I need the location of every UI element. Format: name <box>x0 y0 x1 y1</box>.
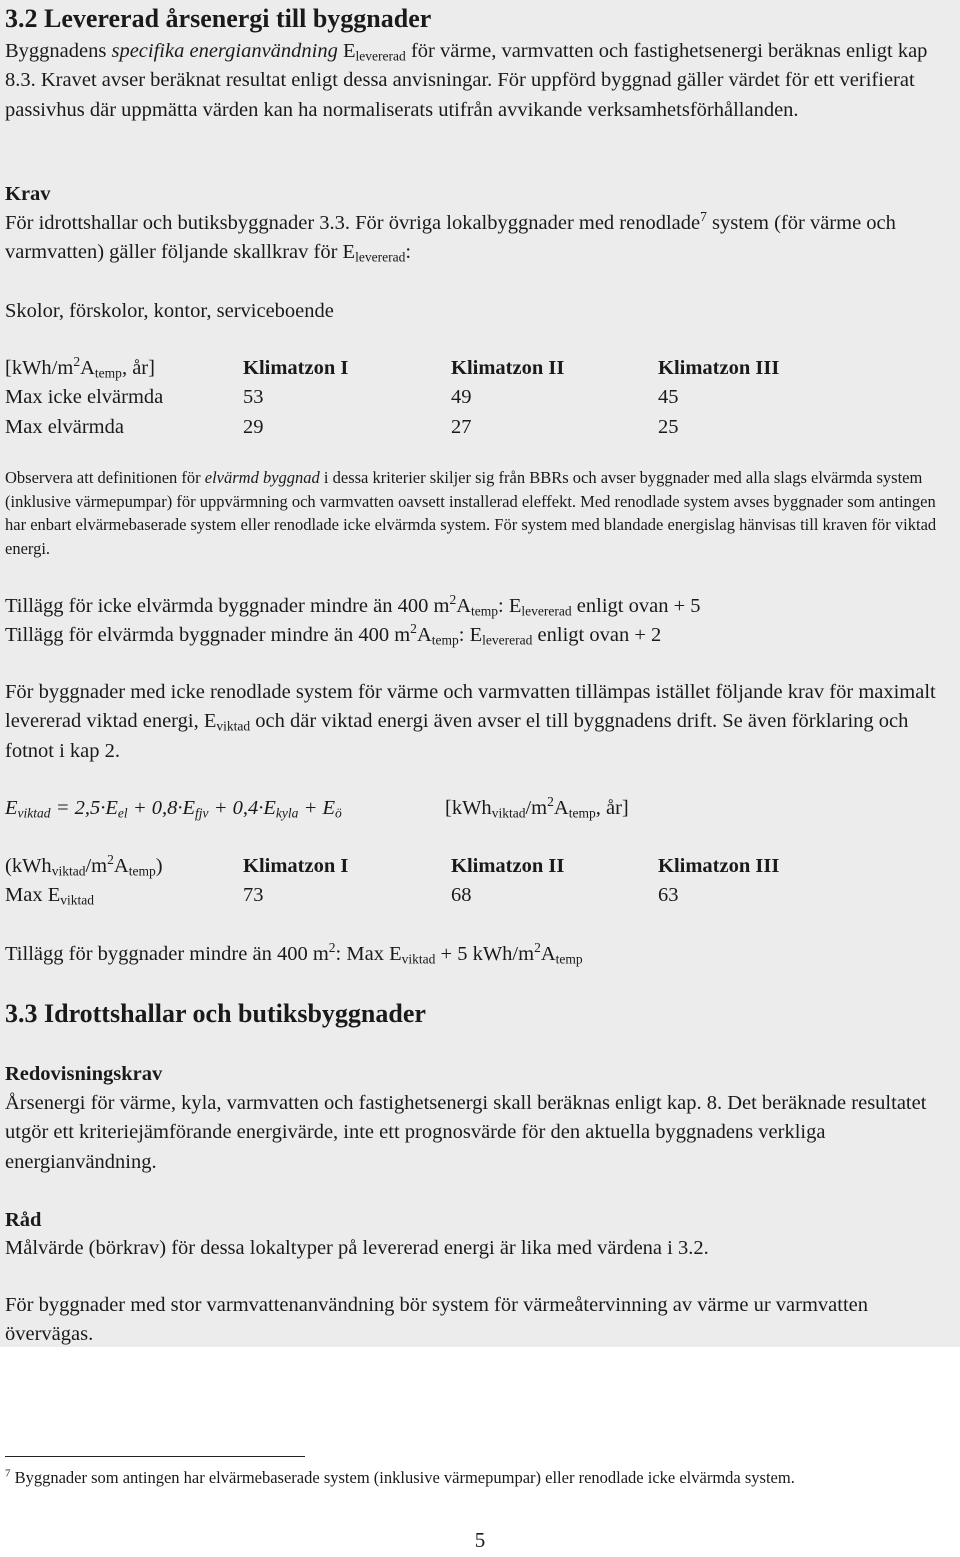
column-header-zone-2: Klimatzon II <box>451 357 565 379</box>
column-header-zone-1: Klimatzon I <box>243 855 349 877</box>
column-header-zone-2: Klimatzon II <box>451 855 565 877</box>
requirements-table <box>5 354 950 442</box>
table-row <box>5 383 950 412</box>
mixed-systems-paragraph: För byggnader med icke renodlade system för värme och varmvatten tillämpas istället följande krav för maximalt levererad viktad energi, $E_{viktad}$ och där viktad energi även avser el till byggnadens drift. Se även förklaring och fotnot i kap 2. <box>5 681 936 762</box>
formula-expression: $E_{viktad} = 2,5\cdot E_{el} + 0,8\cdot E_{fjv} + 0,4\cdot E_{kyla} + E_ö$ <box>5 797 342 821</box>
unit-cell: $(kWh_{viktad}/m^2A_{temp})$ <box>5 851 163 879</box>
footnote-divider <box>5 1456 305 1457</box>
table-cell: 25 <box>658 415 679 438</box>
supplement-electric: Tillägg för elvärmda byggnader mindre än 400 $m^2A_{temp}$: $E_{levererad}$ enligt ovan + 2 <box>5 620 662 648</box>
definition-note: Observera att definitionen för elvärmd byggnad i dessa kriterier skiljer sig från BBRs och avser byggnader med alla slags elvärmda system (inklusive värmepumpar) för uppvärmning och varmvatten oavsett installerad eleffekt. Med renodlade system avses byggnader som antingen har enbart elvärmebaserade system eller renodlade icke elvärmda system. För system med blandade energislag hänvisas till kraven för viktad energi. <box>5 468 937 558</box>
table-cell: 73 <box>243 884 264 907</box>
section-heading-3-3: 3.3 Idrottshallar och butiksbyggnader <box>5 999 426 1028</box>
table-row <box>5 413 950 442</box>
table-header-row <box>5 852 950 881</box>
category-heading: Skolor, förskolor, kontor, serviceboende <box>5 300 334 322</box>
table-cell: 29 <box>243 415 264 438</box>
krav-heading: Krav <box>5 183 51 205</box>
table-row <box>5 881 950 910</box>
section-heading-3-2: 3.2 Levererad årsenergi till byggnader <box>5 4 432 33</box>
row-label: Max $E_{viktad}$ <box>5 884 95 908</box>
supplement-weighted: Tillägg för byggnader mindre än 400 $m^2$: Max $E_{viktad} + 5$ kWh/$m^2A_{temp}$ <box>5 939 583 967</box>
table-header-row <box>5 354 950 383</box>
table-cell: 63 <box>658 884 679 907</box>
rad-paragraph: Målvärde (börkrav) för dessa lokaltyper på levererad energi är lika med värdena i 3.2. <box>5 1237 709 1259</box>
column-header-zone-1: Klimatzon I <box>243 357 349 379</box>
footnote-mark: 7 <box>5 1467 11 1480</box>
formula-unit: [$kWh_{viktad}/m^2A_{temp}$, år] <box>445 793 629 821</box>
footnote-ref: 7 <box>700 208 707 224</box>
table-cell: 45 <box>658 386 679 409</box>
table-cell: 68 <box>451 884 472 907</box>
krav-paragraph: För idrottshallar och butiksbyggnader 3.3. För övriga lokalbyggnader med renodlade$^7$ system (för värme och varmvatten) gäller följande skallkrav för $E_{levererad}$: <box>5 208 896 265</box>
supplement-non-electric: Tillägg för icke elvärmda byggnader mindre än 400 $m^2A_{temp}$: $E_{levererad}$ enligt ovan + 5 <box>5 591 701 619</box>
table-cell: 27 <box>451 415 472 438</box>
column-header-zone-3: Klimatzon III <box>658 855 780 877</box>
rad-paragraph-2: För byggnader med stor varmvattenanvändning bör system för värmeåtervinning av värme ur varmvatten övervägas. <box>5 1294 869 1346</box>
page-number: 5 <box>474 1528 486 1552</box>
table-cell: 49 <box>451 386 472 409</box>
row-label: Max icke elvärmda <box>5 386 164 409</box>
weighted-energy-table <box>5 852 950 911</box>
column-header-zone-3: Klimatzon III <box>658 357 780 379</box>
unit-cell: [$kWh/m^2A_{temp}$, år] <box>5 353 155 381</box>
weighted-energy-formula <box>5 794 950 823</box>
redovisning-paragraph: Årsenergi för värme, kyla, varmvatten och fastighetsenergi skall beräknas enligt kap. 8. Det beräknade resultatet utgör ett kriteriejämförande energivärde, inte ett prognosvärde för den aktuella byggnadens verkliga energianvändning. <box>5 1092 927 1173</box>
rad-heading: Råd <box>5 1209 42 1231</box>
intro-paragraph: Byggnadens specifika energianvändning $E_{levererad}$ för värme, varmvatten och fastighetsenergi beräknas enligt kap 8.3. Kravet avser beräknat resultat enligt dessa anvisningar. För uppförd byggnad gäller värdet för ett verifierat passivhus där uppmätta värden kan ha normaliserats utifrån avvikande verksamhetsförhållanden. <box>5 40 928 121</box>
footnote: $^7$ Byggnader som antingen har elvärmebaserade system (inklusive värmepumpar) eller renodlade icke elvärmda system. <box>5 1467 795 1487</box>
table-cell: 53 <box>243 386 264 409</box>
row-label: Max elvärmda <box>5 415 124 438</box>
redovisning-heading: Redovisningskrav <box>5 1063 163 1085</box>
